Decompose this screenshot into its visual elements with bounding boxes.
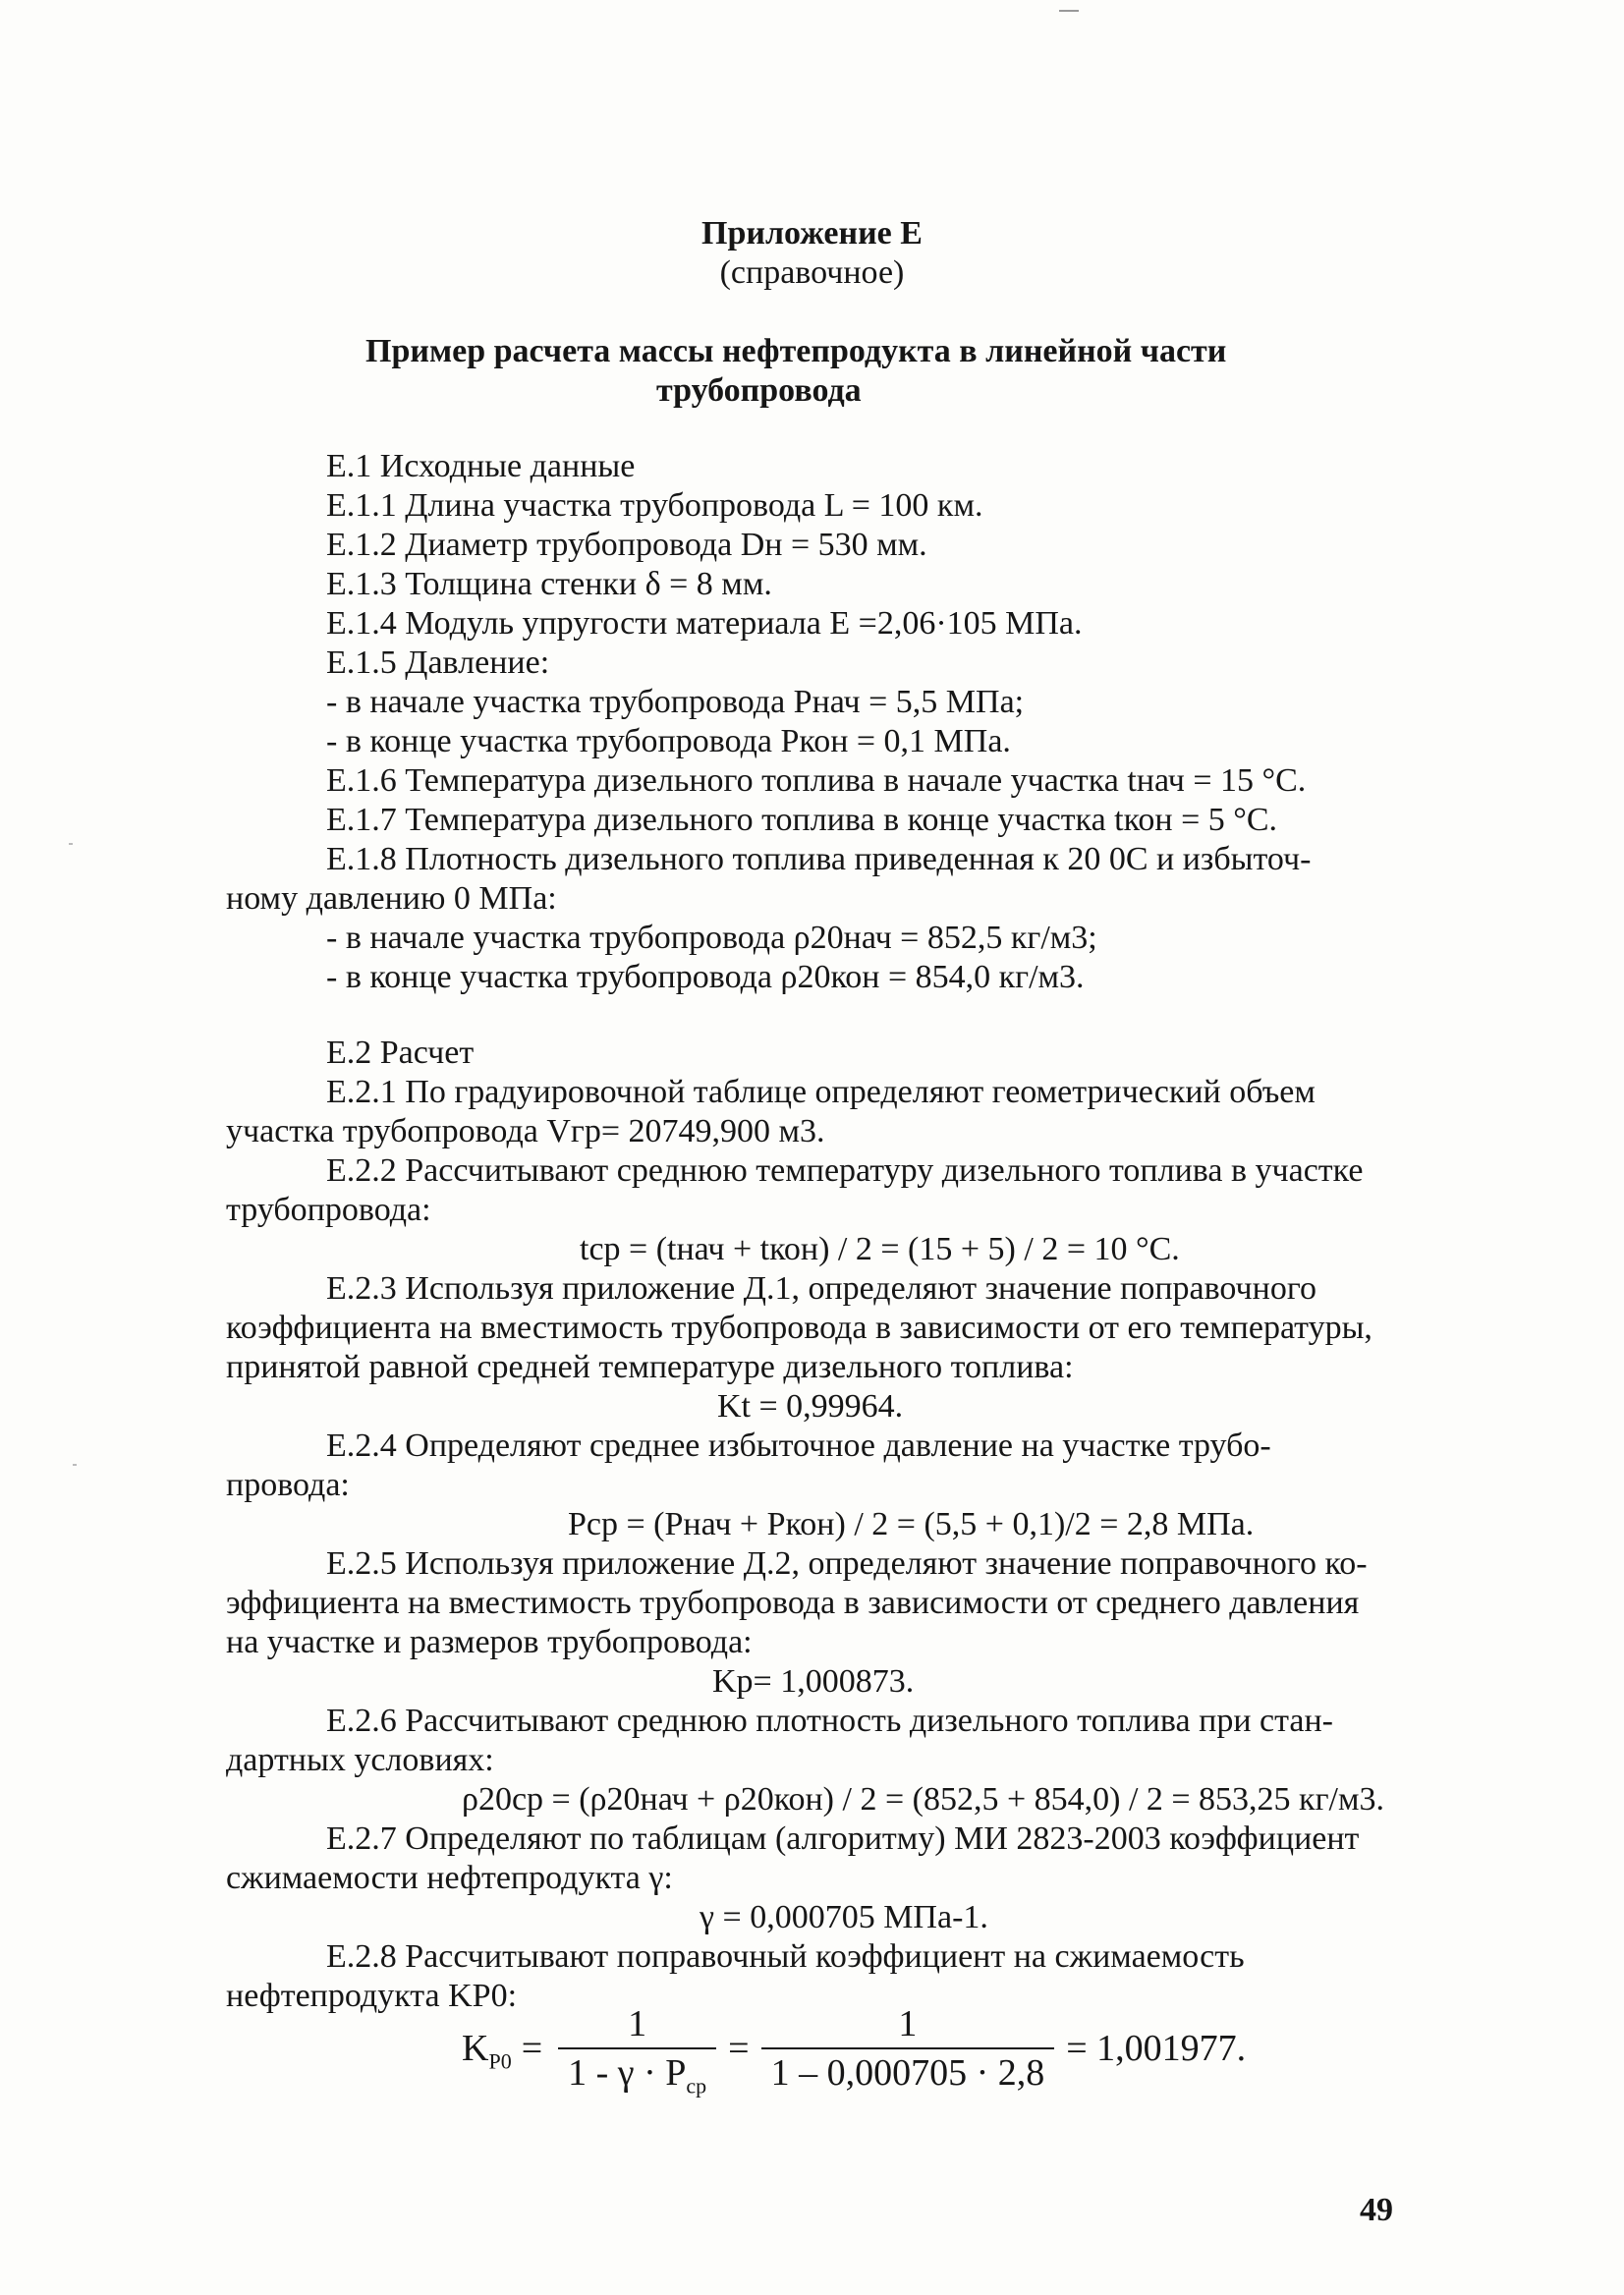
fraction-2 [761, 2004, 1055, 2093]
e1-1: Е.1.1 Длина участка трубопровода L = 100 км. [326, 487, 983, 524]
e1-2: Е.1.2 Диаметр трубопровода Dн = 530 мм. [326, 527, 927, 563]
fraction-1-numerator: 1 [628, 2003, 647, 2044]
e2-1-line1: Е.2.1 По градуировочной таблице определяют геометрический объем [326, 1074, 1316, 1110]
e2-4-line2: провода: [226, 1467, 350, 1503]
e1-6: Е.1.6 Температура дизельного топлива в начале участка tнач = 15 °С. [326, 762, 1307, 799]
e1-8-line2: ному давлению 0 МПа: [226, 880, 557, 917]
e2-3-formula: Kt = 0,99964. [717, 1388, 904, 1425]
e2-5-formula: Kp= 1,000873. [712, 1663, 915, 1700]
e2-5-line1: Е.2.5 Используя приложение Д.2, определяют значение поправочного ко- [326, 1545, 1368, 1582]
e2-6-line1: Е.2.6 Рассчитывают среднюю плотность дизельного топлива при стан- [326, 1703, 1333, 1739]
e2-4-formula: Pср = (Pнач + Pкон) / 2 = (5,5 + 0,1)/2 = 2,8 МПа. [568, 1506, 1255, 1542]
e1-5-a: - в начале участка трубопровода Pнач = 5,5 МПа; [326, 684, 1025, 720]
e2-7-line1: Е.2.7 Определяют по таблицам (алгоритму) МИ 2823-2003 коэффициент [326, 1820, 1360, 1857]
e2-5-line2: эффициента на вместимость трубопровода в зависимости от среднего давления [226, 1585, 1360, 1621]
fraction-2-denominator: 1 – 0,000705 · 2,8 [761, 2047, 1055, 2093]
e1-4: Е.1.4 Модуль упругости материала E =2,06·105 МПа. [326, 605, 1083, 642]
e1-5-b: - в конце участка трубопровода Pкон = 0,1 МПа. [326, 723, 1011, 759]
section2-heading: Е.2 Расчет [326, 1035, 475, 1071]
section1-heading: Е.1 Исходные данные [326, 448, 636, 484]
e2-6-line2: дартных условиях: [226, 1742, 494, 1778]
formula-equals-2: = [728, 2028, 750, 2069]
e1-8-line1: Е.1.8 Плотность дизельного топлива приведенная к 20 0С и избыточ- [326, 841, 1312, 877]
e2-3-line3: принятой равной средней температуре дизельного топлива: [226, 1349, 1074, 1385]
appendix-type: (справочное) [719, 254, 905, 291]
formula-lhs: $K_{P0}$ [462, 2028, 512, 2074]
e2-8-line2: нефтепродукта KP0: [226, 1978, 518, 2014]
main-title-line1: Пример расчета массы нефтепродукта в линейной части [365, 333, 1227, 369]
e2-7-formula: γ = 0,000705 МПа-1. [700, 1899, 988, 1935]
e1-7: Е.1.7 Температура дизельного топлива в конце участка tкон = 5 °С. [326, 802, 1278, 838]
e2-2-line2: трубопровода: [226, 1192, 431, 1228]
e2-2-line1: Е.2.2 Рассчитывают среднюю температуру дизельного топлива в участке [326, 1152, 1364, 1189]
formula-equals: = [521, 2028, 543, 2069]
fraction-1-denominator: $1 - \gamma \cdot P_{ср}$ [558, 2047, 716, 2093]
e2-4-line1: Е.2.4 Определяют среднее избыточное давление на участке трубо- [326, 1427, 1271, 1464]
page-number: 49 [1360, 2192, 1393, 2228]
e1-3: Е.1.3 Толщина стенки δ = 8 мм. [326, 566, 772, 602]
fraction-2-numerator: 1 [898, 2003, 918, 2044]
fraction-1 [558, 2003, 716, 2099]
kp0-formula [462, 1994, 1246, 2102]
e2-6-formula: ρ20ср = (ρ20нач + ρ20кон) / 2 = (852,5 + 854,0) / 2 = 853,25 кг/м3. [462, 1781, 1384, 1818]
e2-8-line1: Е.2.8 Рассчитывают поправочный коэффициент на сжимаемость [326, 1938, 1245, 1975]
e2-2-formula: tср = (tнач + tкон) / 2 = (15 + 5) / 2 = 10 °С. [580, 1231, 1180, 1267]
scan-speck [73, 1464, 77, 1466]
e2-3-line1: Е.2.3 Используя приложение Д.1, определяют значение поправочного [326, 1270, 1316, 1307]
e2-5-line3: на участке и размеров трубопровода: [226, 1624, 753, 1660]
appendix-title: Приложение Е [701, 215, 923, 252]
e1-8-b: - в конце участка трубопровода ρ20кон = 854,0 кг/м3. [326, 959, 1085, 995]
e1-5: Е.1.5 Давление: [326, 644, 550, 681]
main-title-line2: трубопровода [656, 372, 862, 409]
e2-3-line2: коэффициента на вместимость трубопровода в зависимости от его температуры, [226, 1310, 1372, 1346]
e2-1-line2: участка трубопровода Vгр= 20749,900 м3. [226, 1113, 825, 1149]
e2-7-line2: сжимаемости нефтепродукта γ: [226, 1860, 673, 1896]
formula-result: = 1,001977. [1066, 2028, 1247, 2069]
scan-mark [1059, 10, 1079, 12]
scan-speck [69, 843, 73, 845]
e1-8-a: - в начале участка трубопровода ρ20нач = 852,5 кг/м3; [326, 920, 1097, 956]
